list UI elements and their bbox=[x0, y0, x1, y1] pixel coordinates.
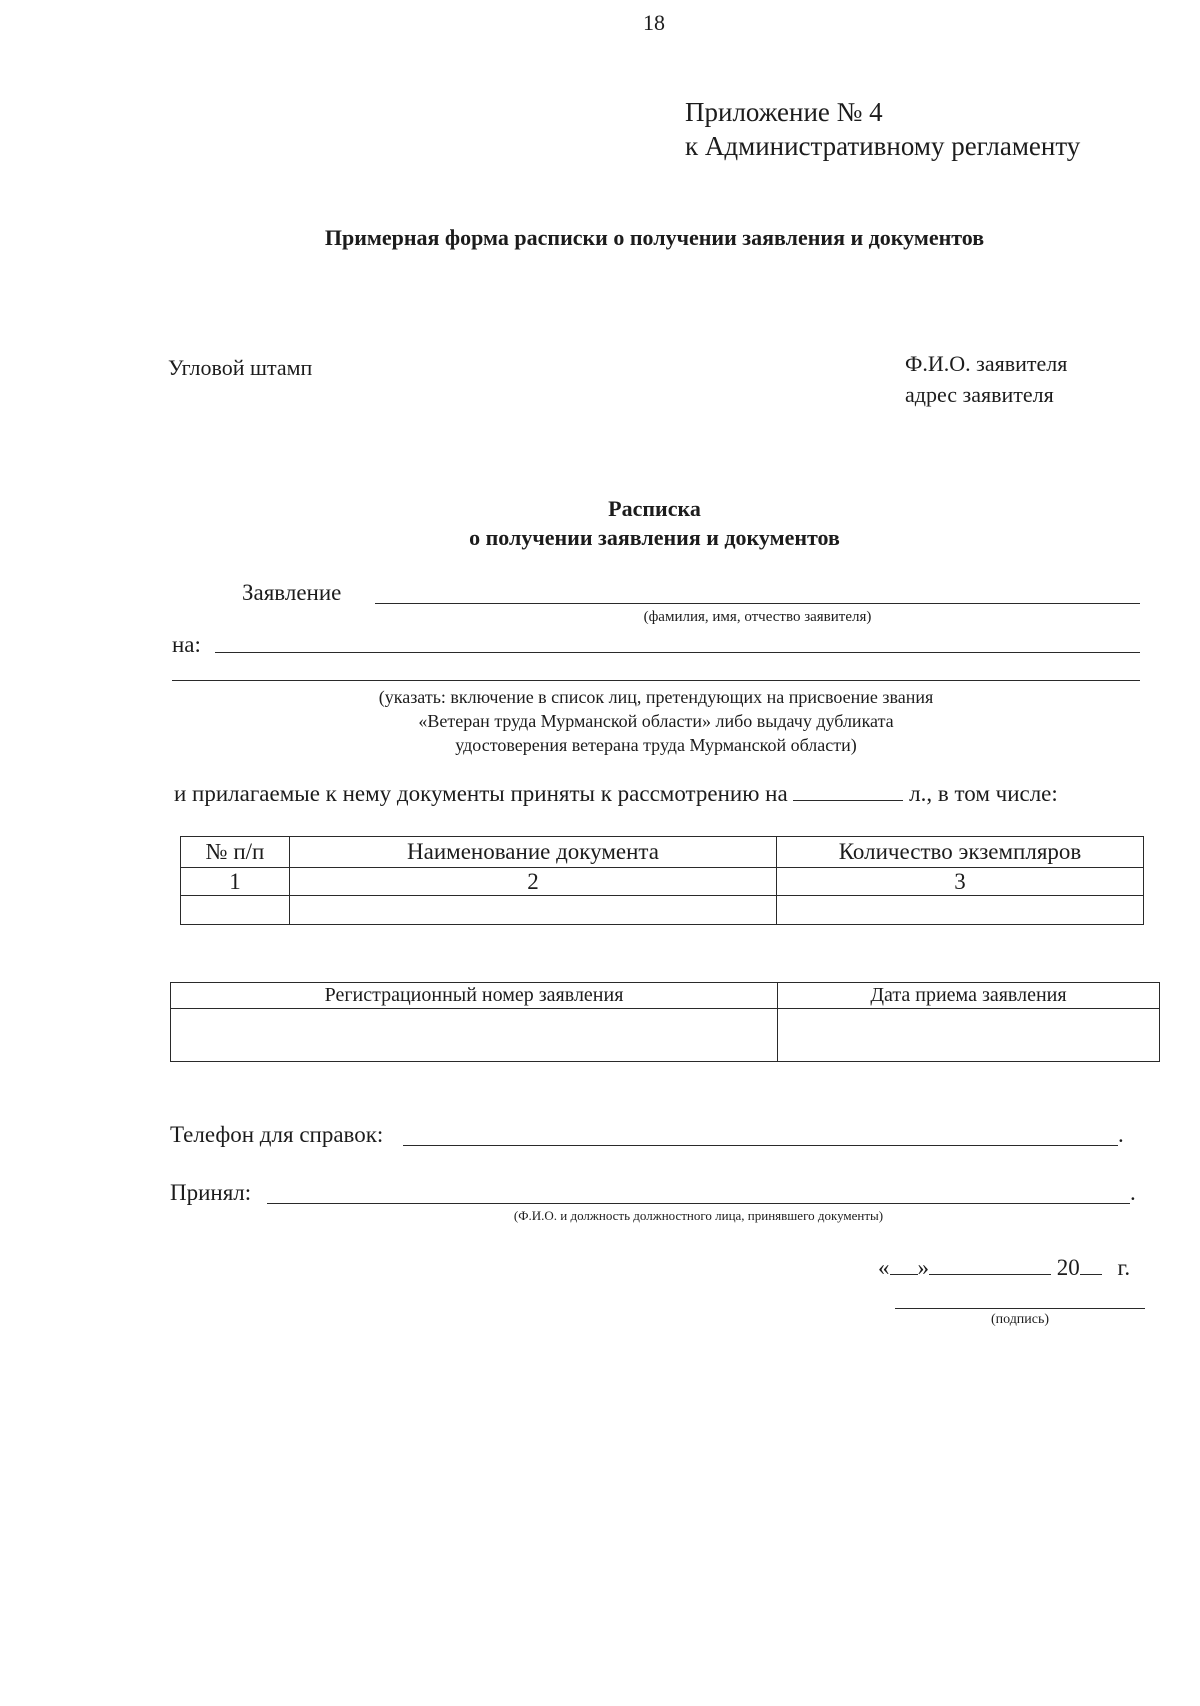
accepted-by-hint: (Ф.И.О. и должность должностного лица, принявшего документы) bbox=[513, 1208, 884, 1223]
col-header-copies: Количество экземпляров bbox=[777, 837, 1144, 868]
purpose-line-2[interactable] bbox=[172, 680, 1140, 681]
statement-hint: (фамилия, имя, отчество заявителя) bbox=[643, 609, 872, 625]
registration-number-cell[interactable] bbox=[171, 1009, 778, 1062]
col-header-registration-number: Регистрационный номер заявления bbox=[171, 983, 778, 1009]
corner-stamp-label: Угловой штамп bbox=[168, 355, 313, 380]
numbering-cell: 2 bbox=[290, 868, 777, 896]
table-row[interactable] bbox=[171, 1009, 1160, 1062]
receipt-subtitle: о получении заявления и документов bbox=[469, 525, 840, 550]
purpose-hint-3: удостоверения ветерана труда Мурманской области) bbox=[455, 735, 857, 755]
date-month-field[interactable] bbox=[929, 1256, 1051, 1275]
page-number: 18 bbox=[643, 10, 665, 35]
col-header-doc-name: Наименование документа bbox=[290, 837, 777, 868]
table-row[interactable] bbox=[181, 896, 1144, 925]
on-label: на: bbox=[172, 632, 201, 657]
numbering-cell: 1 bbox=[181, 868, 290, 896]
accepted-sentence bbox=[174, 781, 1058, 807]
purpose-hint-1: (указать: включение в список лиц, претендующих на присвоение звания bbox=[378, 687, 934, 707]
date-suffix: г. bbox=[1117, 1255, 1131, 1280]
purpose-line-1[interactable] bbox=[215, 652, 1140, 653]
documents-table bbox=[180, 836, 1144, 925]
applicant-fio-line[interactable] bbox=[375, 603, 1140, 604]
phone-label: Телефон для справок: bbox=[170, 1122, 384, 1147]
form-title: Примерная форма расписки о получении заявления и документов bbox=[324, 225, 985, 250]
accepted-by-label: Принял: bbox=[170, 1180, 252, 1205]
documents-table-header-row bbox=[181, 837, 1144, 868]
purpose-hint-2: «Ветеран труда Мурманской области» либо выдачу дубликата bbox=[418, 711, 894, 731]
date-line bbox=[878, 1255, 1130, 1281]
col-header-acceptance-date: Дата приема заявления bbox=[778, 983, 1160, 1009]
date-year-prefix: 20 bbox=[1056, 1255, 1080, 1280]
acceptance-date-cell[interactable] bbox=[778, 1009, 1160, 1062]
date-open-quote: « bbox=[878, 1255, 890, 1280]
date-close-quote: » bbox=[917, 1255, 929, 1280]
registration-table-header-row bbox=[171, 983, 1160, 1009]
appendix-line-1: Приложение № 4 bbox=[685, 97, 883, 127]
appendix-line-2: к Административному регламенту bbox=[685, 131, 1081, 161]
numbering-cell: 3 bbox=[777, 868, 1144, 896]
table-cell[interactable] bbox=[290, 896, 777, 925]
col-header-number: № п/п bbox=[181, 837, 290, 868]
table-cell[interactable] bbox=[181, 896, 290, 925]
statement-label: Заявление bbox=[242, 580, 342, 605]
date-day-field[interactable] bbox=[890, 1256, 918, 1275]
accepted-text-part1: и прилагаемые к нему документы приняты к рассмотрению на bbox=[174, 781, 788, 806]
date-year-field[interactable] bbox=[1080, 1256, 1102, 1275]
documents-table-numbering-row bbox=[181, 868, 1144, 896]
phone-field[interactable] bbox=[403, 1145, 1118, 1146]
sheet-count-field[interactable] bbox=[793, 782, 903, 801]
phone-period: . bbox=[1118, 1122, 1124, 1147]
accepted-text-part2: л., в том числе: bbox=[909, 781, 1058, 806]
table-cell[interactable] bbox=[777, 896, 1144, 925]
signature-line[interactable] bbox=[895, 1308, 1145, 1309]
accepted-by-period: . bbox=[1130, 1180, 1136, 1205]
accepted-by-field[interactable] bbox=[267, 1203, 1130, 1204]
applicant-address-label: адрес заявителя bbox=[905, 382, 1054, 407]
receipt-title: Расписка bbox=[608, 496, 701, 521]
applicant-name-label: Ф.И.О. заявителя bbox=[905, 351, 1068, 376]
signature-hint: (подпись) bbox=[990, 1312, 1050, 1327]
registration-table bbox=[170, 982, 1160, 1062]
